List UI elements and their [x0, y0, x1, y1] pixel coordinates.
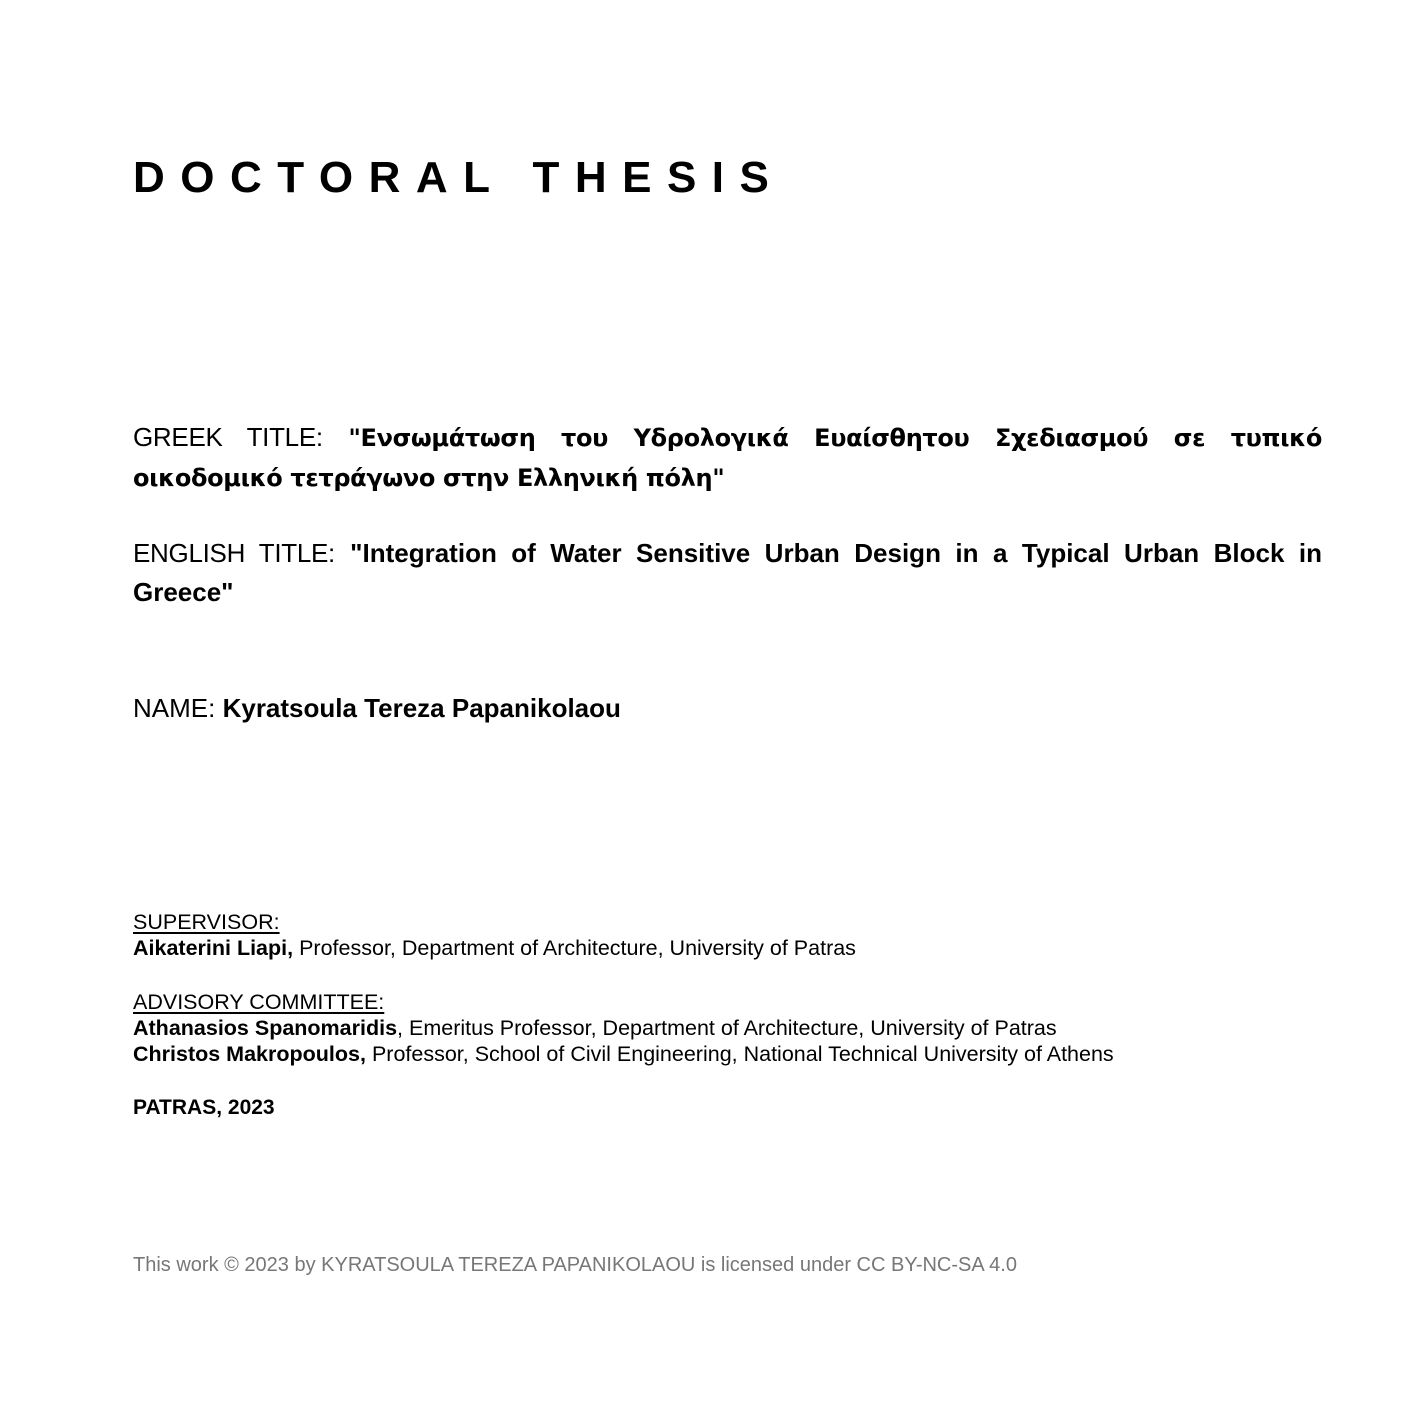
committee-member [133, 1041, 1114, 1067]
committee-member-description: , Emeritus Professor, Department of Architecture, University of Patras [397, 1016, 1057, 1040]
author-name [133, 690, 621, 726]
supervisor-label: SUPERVISOR: [133, 910, 280, 934]
english-title-value: "Integration of Water Sensitive Urban Design in a Typical Urban Block in Greece" [133, 538, 1323, 607]
supervisor-member [133, 935, 856, 961]
committee-member [133, 1015, 1114, 1041]
supervisor-name: Aikaterini Liapi, [133, 936, 294, 960]
place-and-year: PATRAS, 2023 [133, 1096, 275, 1119]
greek-title-label: GREEK TITLE: [133, 422, 323, 452]
advisory-committee-label: ADVISORY COMMITTEE: [133, 990, 385, 1014]
committee-member-name: Athanasios Spanomaridis [133, 1016, 398, 1040]
english-title [133, 534, 1322, 612]
english-title-label: ENGLISH TITLE: [133, 538, 335, 568]
document-heading: DOCTORAL THESIS [133, 153, 785, 202]
author-name-label: NAME: [133, 693, 216, 723]
committee-member-description: Professor, School of Civil Engineering, National Technical University of Athens [371, 1042, 1114, 1066]
advisory-committee-section [133, 989, 1114, 1067]
committee-member-name: Christos Makropoulos, [133, 1042, 366, 1066]
author-name-value: Kyratsoula Tereza Papanikolaou [222, 693, 621, 723]
license-notice: This work © 2023 by KYRATSOULA TEREZA PAPANIKOLAOU is licensed under CC BY-NC-SA 4.0 [133, 1254, 1017, 1276]
greek-title-value: "Ενσωμάτωση του Υδρολογικά Ευαίσθητου Σχεδιασμού σε τυπικό οικοδομικό τετράγωνο στην Ελληνική πόλη" [133, 424, 1322, 492]
supervisor-section [133, 909, 856, 961]
supervisor-description: Professor, Department of Architecture, University of Patras [299, 936, 856, 960]
greek-title [133, 418, 1322, 498]
